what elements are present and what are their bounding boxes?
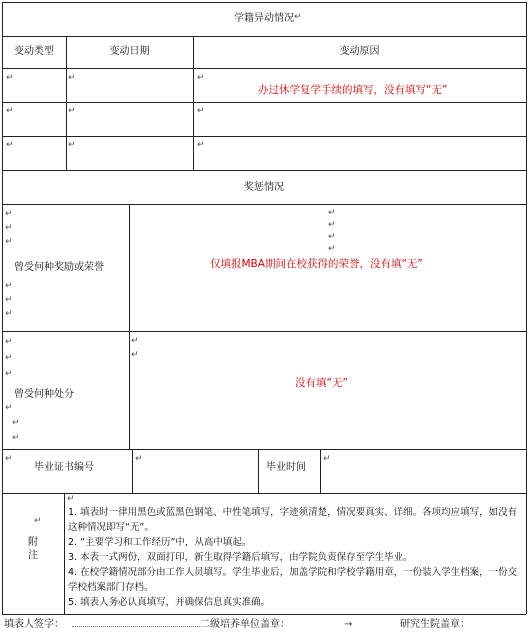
awards-label: 曾受何种奖励或荣誉 (14, 262, 104, 273)
note-item: 2. “主要学习和工作经历”中，从高中填起。 (68, 537, 252, 548)
cert-label-marker: ↵ (5, 454, 13, 464)
notes-label-marker: ↵ (34, 516, 42, 526)
cert-number-label: 毕业证书编号 (34, 462, 94, 473)
signer-label: 填表人签字： (4, 619, 64, 630)
status-row-1-reason[interactable]: 办过休学复学手续的填写，没有填写“无” (258, 84, 448, 96)
grad-school-seal-label: 研究生院盖章： (400, 619, 470, 630)
status-section-title: 学籍异动情况 ↵ (234, 12, 302, 24)
rewards-section-title: 奖惩情况 (244, 182, 284, 193)
note-item: 5. 填表人务必认真填写，并确保信息真实准确。 (68, 597, 271, 608)
column-header-change-reason: 变动原因 (339, 46, 380, 57)
punish-label: 曾受何种处分 (14, 389, 74, 400)
notes-top-marker: ↵ (67, 494, 75, 504)
note-item: 4. 在校学籍情况部分由工作人员填写。学生毕业后，加盖学院和学校学籍用章，一份装入学生档案，一份交学校档案部门存档。 (68, 567, 518, 593)
tab-arrow-icon: → (344, 619, 353, 630)
awards-value[interactable]: 仅填报MBA期间在校获得的荣誉，没有填“无” (210, 258, 423, 270)
note-item: 1. 填表时一律用黑色或蓝黑色钢笔、中性笔填写，字迹须清楚，情况要真实、详细。各项均应填写，如没有这种情况即写“无”。 (68, 507, 518, 533)
graduation-time-label: 毕业时间 (266, 462, 306, 473)
column-header-change-date: 变动日期 (109, 46, 150, 57)
punish-value[interactable]: 没有填“无” (295, 377, 348, 389)
unit-seal-label: 二级培养单位盖章： (200, 619, 290, 630)
column-header-change-type: 变动类型 (14, 46, 54, 57)
notes-list (68, 505, 526, 610)
note-item: 3. 本表一式两份，双面打印，新生取得学籍后填写，由学院负责保存至学生毕业。 (68, 552, 413, 563)
signer-signature-line[interactable] (72, 626, 200, 627)
notes-label: 附注 (28, 537, 38, 561)
